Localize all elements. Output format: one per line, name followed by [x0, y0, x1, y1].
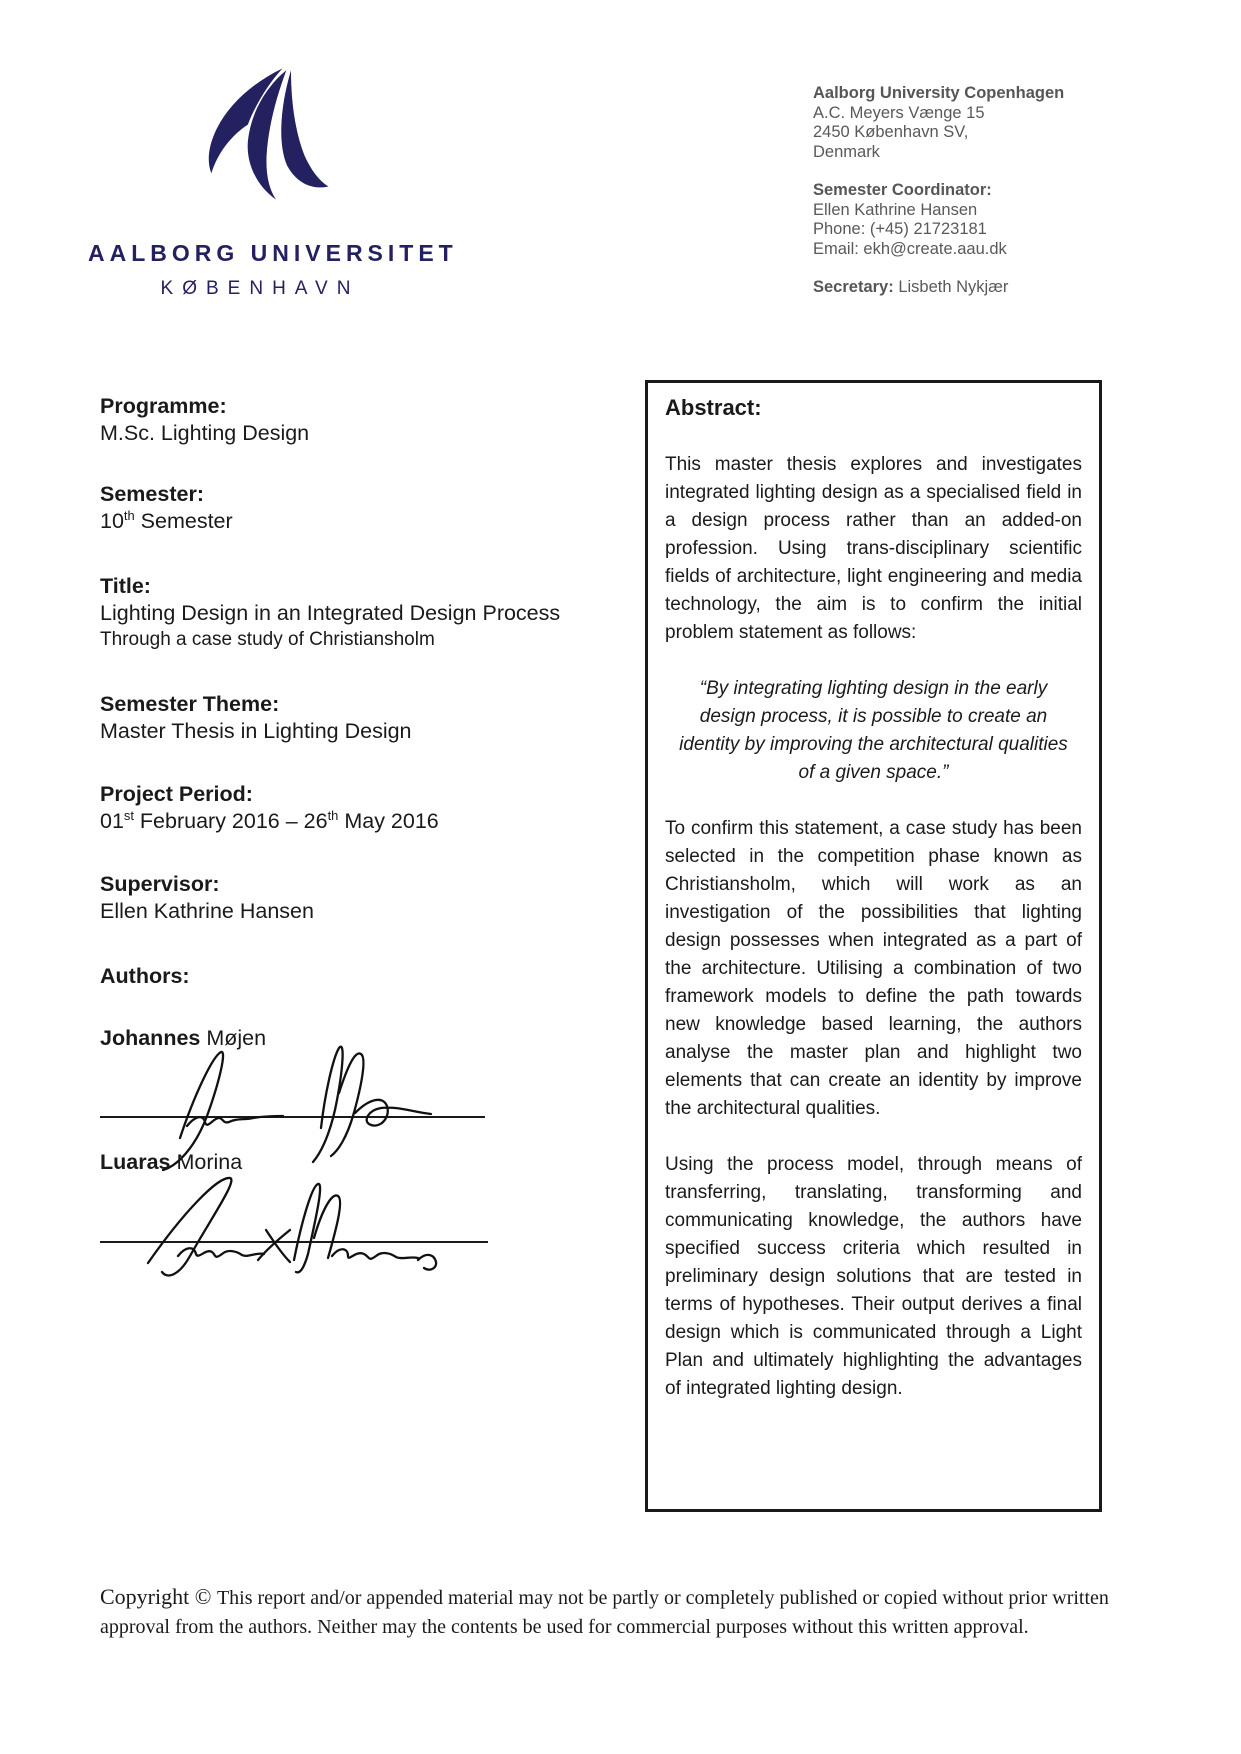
contact-coordinator — [813, 181, 1143, 259]
copyright-text: This report and/or appended material may not be partly or completely published or copied without prior written approval from the authors. Neither may the contents be used for commercial purposes without this written approval. — [100, 1587, 1109, 1638]
contact-university-name: Aalborg University Copenhagen — [813, 84, 1065, 102]
section-programme — [100, 393, 620, 447]
coordinator-name: Ellen Kathrine Hansen — [813, 200, 978, 219]
logo-text-university: AALBORG UNIVERSITET — [88, 240, 458, 266]
abstract-title: Abstract: — [665, 395, 762, 420]
copyright-notice — [100, 1582, 1146, 1642]
contact-street: A.C. Meyers Vænge 15 — [813, 103, 985, 122]
abstract-paragraph-2: To confirm this statement, a case study has been selected in the competition phase known as Christiansholm, which will work as an investigation of the possibilities that lighting design possesses when integrated as a part of the architecture. Utilising a combination of two framework models to define the path towards new knowledge based learning, the authors analyse the master plan and highlight two elements that can create an identity by improve the architectural qualities. — [665, 818, 1082, 1119]
author-name-luaras: Luaras Morina — [100, 1150, 243, 1174]
contact-address — [813, 84, 1143, 162]
period-label: Project Period: — [100, 782, 253, 806]
abstract-box — [645, 380, 1102, 1512]
semester-value: 10th Semester — [100, 507, 233, 533]
logo-text-city: KØBENHAVN — [160, 278, 360, 299]
signature-luaras-morina — [118, 1168, 508, 1283]
contact-secretary — [813, 278, 1143, 298]
theme-label: Semester Theme: — [100, 692, 280, 716]
section-authors — [100, 963, 620, 990]
contact-city: 2450 København SV, — [813, 123, 969, 141]
section-title — [100, 573, 620, 653]
programme-value: M.Sc. Lighting Design — [100, 421, 310, 445]
theme-value: Master Thesis in Lighting Design — [100, 719, 412, 743]
secretary-name: Lisbeth Nykjær — [893, 278, 1009, 296]
secretary-label: Secretary: — [813, 278, 894, 296]
section-period — [100, 781, 620, 835]
period-value: 01st February 2016 – 26th May 2016 — [100, 807, 439, 833]
aau-swoosh-icon — [186, 62, 336, 204]
abstract-paragraph-3: Using the process model, through means of transferring, translating, transforming and communicating knowledge, the authors have specified success criteria which resulted in preliminary design solutions that are tested in terms of hypotheses. Their output derives a final design which is communicated through a Light Plan and ultimately highlighting the advantages of integrated lighting design. — [665, 1154, 1082, 1399]
coordinator-email: Email: ekh@create.aau.dk — [813, 239, 1007, 258]
title-label: Title: — [100, 574, 151, 598]
semester-label: Semester: — [100, 482, 204, 506]
contact-country: Denmark — [813, 142, 880, 161]
coordinator-label: Semester Coordinator: — [813, 181, 992, 199]
supervisor-value: Ellen Kathrine Hansen — [100, 899, 314, 923]
coordinator-phone: Phone: (+45) 21723181 — [813, 220, 987, 238]
copyright-symbol: Copyright © — [100, 1584, 217, 1609]
authors-label: Authors: — [100, 964, 190, 988]
programme-label: Programme: — [100, 394, 227, 418]
abstract-paragraph-1: This master thesis explores and investigates integrated lighting design as a specialised field in a design process rather than an added-on profession. Using trans-disciplinary scientific fields of architecture, light engineering and media technology, the aim is to confirm the initial problem statement as follows: — [665, 454, 1082, 643]
title-value: Lighting Design in an Integrated Design Process — [100, 601, 561, 625]
author-name-johannes: Johannes Møjen — [100, 1026, 267, 1050]
title-subtitle: Through a case study of Christiansholm — [100, 629, 435, 650]
abstract-quote: “By integrating lighting design in the early design process, it is possible to create an identity by improving the architectural qualities of a given space.” — [679, 678, 1068, 783]
contact-block — [813, 84, 1143, 317]
section-supervisor — [100, 871, 620, 925]
section-semester — [100, 481, 620, 535]
supervisor-label: Supervisor: — [100, 872, 220, 896]
section-theme — [100, 691, 620, 745]
